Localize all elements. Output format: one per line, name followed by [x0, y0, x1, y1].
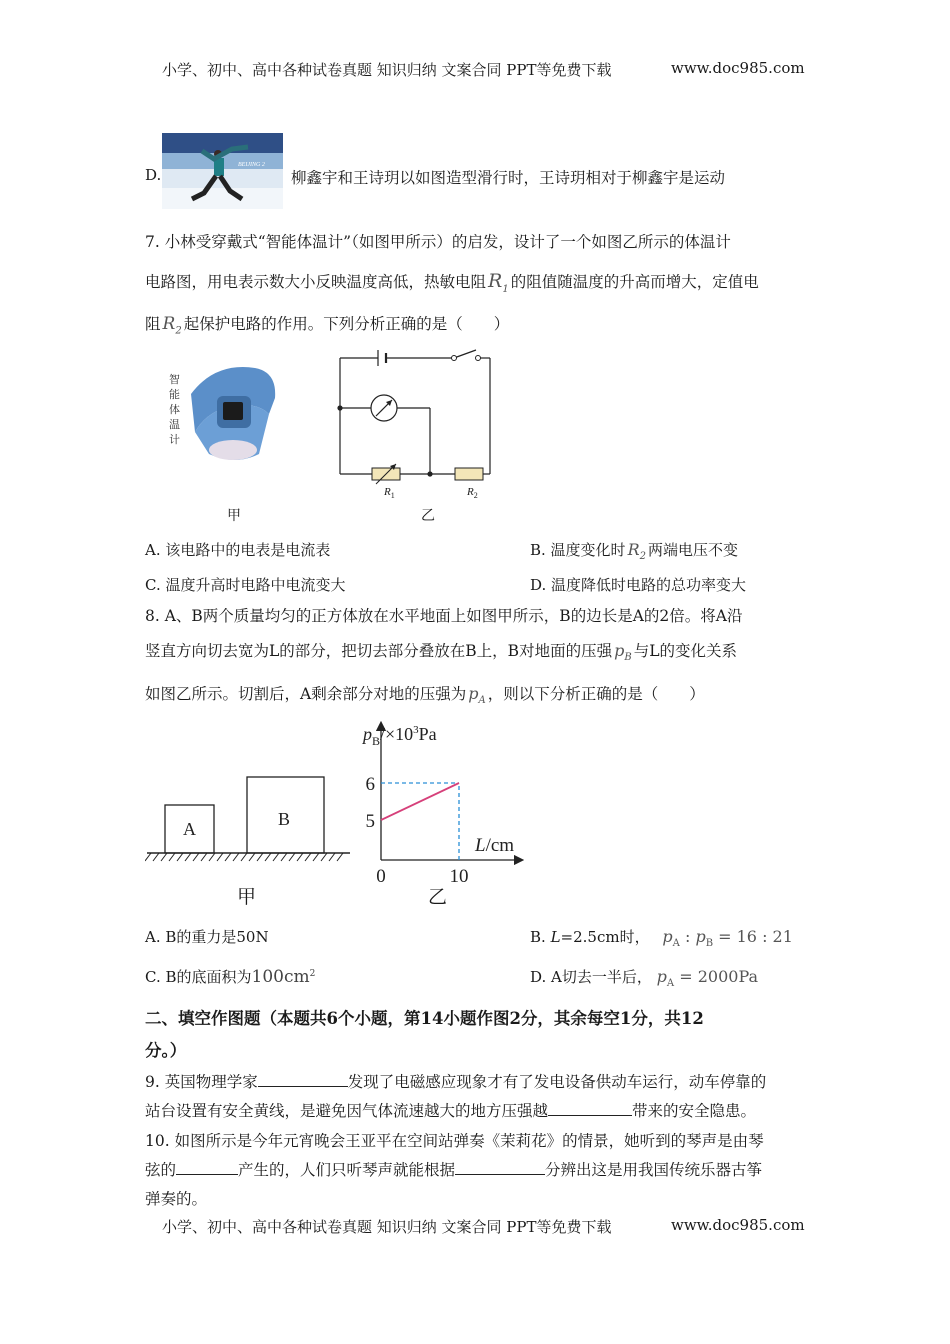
hatch-mark [313, 853, 319, 861]
q8-line2: 竖直方向切去宽为L的部分，把切去部分叠放在B上，B对地面的压强 $p_B$ 与L的变化关系 [145, 641, 737, 664]
hatch-mark [225, 853, 231, 861]
x-axis-label: L/cm [475, 835, 515, 856]
section2-heading-line1: 二、填空作图题（本题共6个小题，第14小题作图2分，其余每空1分，共12 [145, 1009, 704, 1028]
circuit-r1-label: $R_1$ [384, 486, 395, 500]
hatch-mark [257, 853, 263, 861]
blocks-figure [145, 770, 355, 870]
hatch-mark [289, 853, 295, 861]
device-vertical-label: 智 能 体 温 计 [169, 373, 180, 446]
q8-line1: 8. A、B两个质量均匀的正方体放在水平地面上如图甲所示，B的边长是A的2倍。将A沿 [145, 607, 743, 625]
q9-line1: 9. 英国物理学家 发现了电磁感应现象才有了发电设备供动车运行，动车停靠的 [145, 1073, 767, 1091]
photo-banner-text: BEIJING 2 [238, 162, 265, 168]
q7-line2: 电路图，用电表示数大小反映温度高低，热敏电阻 $R_1$ 的阻值随温度的升高而增大，定值电 [145, 270, 759, 295]
r2-resistor [455, 468, 483, 480]
header-url[interactable]: www.doc985.com [671, 59, 805, 77]
q7-option-d: D. 温度降低时电路的总功率变大 [530, 576, 747, 594]
q9-blank-1[interactable] [258, 1072, 348, 1087]
q10-blank-2[interactable] [455, 1160, 545, 1175]
switch-lever [454, 350, 476, 358]
pb-series-line [381, 783, 459, 820]
footer-url[interactable]: www.doc985.com [671, 1216, 805, 1234]
q8-line3: 如图乙所示。切割后，A剩余部分对地的压强为 $p_A$ ，则以下分析正确的是（ ） [145, 684, 705, 707]
ground-hatching [145, 853, 343, 861]
q7-fig-yi: 乙 [421, 508, 435, 524]
q9-blank-2[interactable] [548, 1101, 632, 1116]
hatch-mark [273, 853, 279, 861]
hatch-mark [153, 853, 159, 861]
q10-line1: 10. 如图所示是今年元宵晚会王亚平在空间站弹奏《茉莉花》的情景，她听到的琴声是由琴 [145, 1132, 764, 1150]
q10-blank-1[interactable] [176, 1160, 238, 1175]
hatch-mark [265, 853, 271, 861]
hatch-mark [185, 853, 191, 861]
smart-thermometer-image [185, 358, 285, 468]
hatch-mark [145, 853, 151, 861]
circuit-diagram [330, 340, 500, 505]
hatch-mark [217, 853, 223, 861]
q6-option-d-text: 柳鑫宇和王诗玥以如图造型滑行时，王诗玥相对于柳鑫宇是运动 [291, 169, 726, 187]
skating-photo [162, 133, 283, 209]
q7-line1: 7. 小林受穿戴式“智能体温计”（如图甲所示）的启发，设计了一个如图乙所示的体温计 [145, 233, 731, 251]
hatch-mark [209, 853, 215, 861]
hatch-mark [169, 853, 175, 861]
hatch-mark [201, 853, 207, 861]
hatch-mark [161, 853, 167, 861]
q8-fig-yi: 乙 [428, 886, 448, 908]
block-a-label: A [183, 819, 196, 839]
q8-fig-jia: 甲 [237, 886, 257, 908]
hatch-mark [297, 853, 303, 861]
hatch-mark [249, 853, 255, 861]
q6-option-d-label: D. [145, 166, 162, 184]
hatch-mark [233, 853, 239, 861]
block-b-label: B [278, 809, 291, 829]
header-text: 小学、初中、高中各种试卷真题 知识归纳 文案合同 PPT等免费下载 [162, 61, 612, 79]
circuit-r2-label: $R_2$ [467, 486, 478, 500]
q7-option-b: B. 温度变化时 $R_2$ 两端电压不变 [530, 540, 738, 563]
q9-line2: 站台设置有安全黄线，是避免因气体流速越大的地方压强越 带来的安全隐患。 [145, 1102, 757, 1120]
hatch-mark [177, 853, 183, 861]
section2-heading-line2: 分。） [145, 1041, 187, 1060]
y-tick-6: 6 [365, 774, 375, 795]
x-tick-0: 0 [376, 866, 386, 887]
hatch-mark [241, 853, 247, 861]
hatch-mark [337, 853, 343, 861]
hatch-mark [321, 853, 327, 861]
q8-option-b: B. L=2.5cm时， $p_A$ : $p_B = 16$ : 21 [530, 927, 793, 950]
hatch-mark [305, 853, 311, 861]
q7-fig-jia: 甲 [227, 508, 241, 524]
hatch-mark [329, 853, 335, 861]
q10-line3: 弹奏的。 [145, 1190, 208, 1208]
y-tick-5: 5 [365, 811, 375, 832]
q7-option-c: C. 温度升高时电路中电流变大 [145, 576, 346, 594]
x-tick-10: 10 [449, 866, 469, 887]
q10-line2: 弦的 产生的，人们只听琴声就能根据 分辨出这是用我国传统乐器古筝 [145, 1161, 763, 1179]
q7-line3: 阻 $R_2$ 起保护电路的作用。下列分析正确的是（ ） [145, 314, 510, 337]
footer-text: 小学、初中、高中各种试卷真题 知识归纳 文案合同 PPT等免费下载 [162, 1218, 612, 1236]
hatch-mark [281, 853, 287, 861]
pressure-chart [355, 712, 540, 912]
hatch-mark [193, 853, 199, 861]
y-axis-label: $p_B/\times 10^3Pa$ [363, 724, 437, 748]
q8-option-a: A. B的重力是50N [145, 928, 269, 946]
q8-option-c: C. B的底面积为$100cm^2$ [145, 967, 316, 987]
q8-option-d: D. A切去一半后， $p_A = 2000Pa$ [530, 967, 759, 990]
q7-option-a: A. 该电路中的电表是电流表 [145, 541, 331, 559]
